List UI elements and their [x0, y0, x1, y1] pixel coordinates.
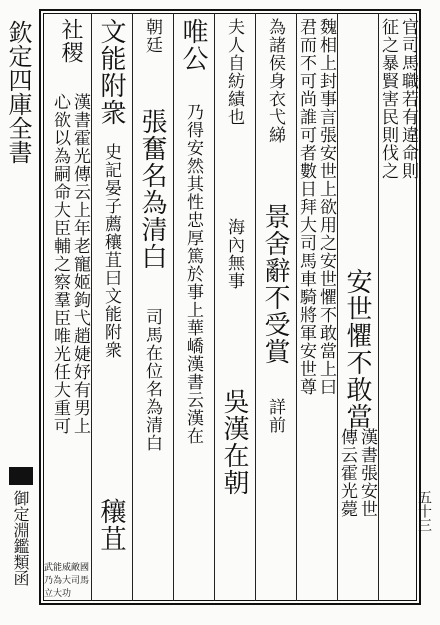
- fish-tail-marker: [9, 467, 33, 485]
- text-column-6: [173, 18, 213, 598]
- text-column-8: [91, 18, 131, 598]
- book-title: 欽定四庫全書: [4, 20, 32, 164]
- text-column-2: [337, 18, 377, 598]
- text-column-4: [255, 18, 295, 598]
- annotation-text: 為諸侯身衣弋綈: [265, 18, 285, 144]
- bound-text-container: [44, 14, 50, 15]
- heading-text: 吳漢在朝: [219, 388, 249, 496]
- column-text: 武能威敵國乃為大司馬立大功: [44, 563, 90, 599]
- annotation-text: 乃得安然其性忠厚篤於事上華嶠漢書云漢在: [183, 103, 203, 445]
- annotation-text: 漢書張安世: [357, 428, 377, 518]
- column-text: 官司馬職若有違命則: [398, 18, 418, 180]
- annotation-text: 魏相上封事言張安世上欲用之安世懼不敢當上曰: [316, 18, 336, 396]
- heading-text: 唯公: [178, 18, 208, 72]
- overflow-area: [44, 560, 90, 600]
- annotation-text: 君而不可尚誰可者數日拜大司馬車騎將軍安世尊: [296, 18, 316, 396]
- text-column-9: [50, 18, 90, 598]
- page-number: 五十三: [416, 490, 432, 532]
- annotation-text: 史記晏子薦穰苴曰文能附衆: [101, 143, 121, 359]
- annotation-text: 朝廷: [142, 18, 162, 54]
- annotation-text: 征之暴賢害民則伐之: [378, 18, 398, 180]
- annotation-text: 司馬在位名為清白: [142, 308, 162, 452]
- annotation-text: 詳前: [265, 398, 285, 434]
- text-column-3: [296, 18, 336, 598]
- heading-text: 景舍辭不受賞: [260, 203, 290, 365]
- text-column-1: [378, 18, 418, 598]
- text-column-5: [214, 18, 254, 598]
- heading-text: 安世懼不敢當: [342, 268, 372, 430]
- annotation-text: 夫人自紡績也: [224, 18, 244, 126]
- annotation-text: 海內無事: [224, 218, 244, 290]
- book-subtitle: 御定淵鑑類函: [11, 490, 30, 586]
- heading-text: 穰苴: [96, 498, 126, 552]
- annotation-text: 心欲以為嗣命大臣輔之察羣臣唯光任大重可: [50, 93, 70, 435]
- heading-text: 文能附衆: [96, 18, 126, 126]
- text-column-7: [132, 18, 172, 598]
- heading-text: 社稷: [58, 18, 83, 64]
- annotation-text: 漢書霍光傳云上年老寵姬鉤弋趙婕妤有男上: [70, 93, 90, 435]
- heading-text: 張奮名為清白: [137, 108, 167, 270]
- annotation-text: 傳云霍光薨: [337, 428, 357, 518]
